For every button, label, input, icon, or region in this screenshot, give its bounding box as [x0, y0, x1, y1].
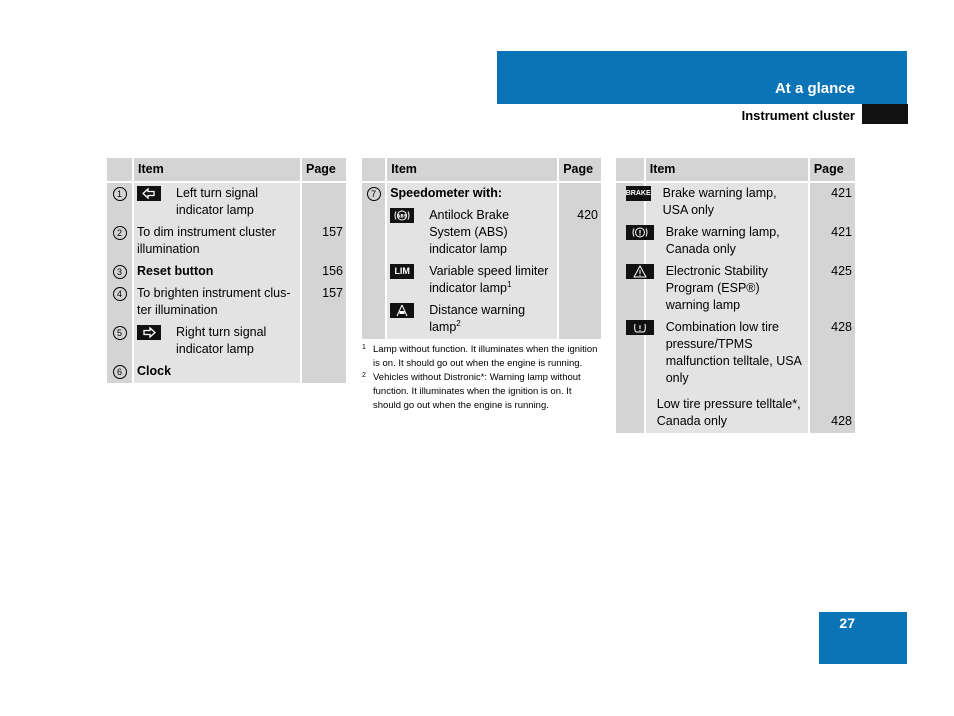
page-header: Page — [809, 158, 855, 182]
row-text: Right turn signal indicator lamp — [176, 325, 267, 356]
page-subtitle: Instrument cluster — [741, 108, 855, 123]
page-cell — [301, 322, 346, 361]
page-number-box — [819, 612, 907, 664]
num-header — [616, 158, 645, 182]
footnote-mark: 2 — [362, 372, 366, 379]
page-cell: 428 — [809, 390, 855, 433]
footnote — [362, 371, 602, 413]
page-cell: 421 — [809, 182, 855, 222]
row-text: Variable speed limiter indicator lamp — [429, 264, 549, 295]
row-text: Brake warning lamp, USA only — [662, 186, 777, 217]
table-row — [362, 300, 601, 339]
brake-circle-icon — [626, 225, 654, 240]
item-number: 1 — [113, 187, 127, 201]
page-cell — [558, 261, 601, 300]
table-row — [107, 182, 346, 222]
page-cell — [558, 182, 601, 205]
lim-icon: LIM — [390, 264, 414, 279]
item-table-2 — [362, 158, 601, 339]
header-band — [497, 51, 907, 104]
row-text: Speedometer with: — [386, 182, 558, 205]
row-text: Distance warning lamp — [429, 303, 526, 334]
page-cell — [301, 361, 346, 383]
section-title: At a glance — [774, 80, 855, 97]
footnote-ref: 2 — [456, 318, 461, 328]
page-cell: 421 — [809, 222, 855, 261]
row-text: Left turn signal indicator lamp — [176, 186, 258, 217]
item-number: 7 — [367, 187, 381, 201]
page-cell — [558, 300, 601, 339]
num-header — [107, 158, 133, 182]
item-number: 3 — [113, 265, 127, 279]
footnote-text: Vehicles without Distronic*: Warning lamp without function. It illuminates when the ignition is on. It should go out when the engine is running. — [373, 372, 581, 411]
subtitle-marker — [862, 104, 908, 124]
svg-text:ABS: ABS — [397, 214, 408, 220]
table-row — [362, 261, 601, 300]
row-text: Low tire pressure telltale*, Canada only — [656, 397, 801, 428]
footnote-text: Lamp without function. It illuminates when the ignition is on. It should go out when the engine is running. — [373, 344, 598, 369]
row-text: To dim instrument cluster illumination — [133, 222, 301, 261]
row-text: Clock — [133, 361, 301, 383]
table-row — [107, 322, 346, 361]
num-header — [362, 158, 386, 182]
row-text: Antilock Brake System (ABS) indicator lamp — [429, 208, 510, 256]
page-number: 27 — [839, 615, 855, 631]
table-row — [362, 182, 601, 205]
item-header: Item — [645, 158, 809, 182]
page-cell: 156 — [301, 261, 346, 283]
row-text: Combination low tire pressure/TPMS malfunction telltale, USA only — [665, 320, 802, 385]
item-table-3 — [616, 158, 855, 433]
right-turn-arrow-icon — [137, 325, 161, 340]
page-cell: 425 — [809, 261, 855, 317]
row-text: Electronic Stability Program (ESP®) warning lamp — [665, 264, 768, 312]
item-number: 4 — [113, 287, 127, 301]
page-cell: 157 — [301, 222, 346, 261]
footnote-mark: 1 — [362, 344, 366, 351]
table-row — [107, 222, 346, 261]
brake-icon: BRAKE — [626, 186, 651, 201]
footnote-ref: 1 — [507, 279, 512, 289]
footnote — [362, 343, 602, 371]
page-header: Page — [301, 158, 346, 182]
item-number: 2 — [113, 226, 127, 240]
page-cell: 428 — [809, 317, 855, 390]
warning-triangle-icon — [626, 264, 654, 279]
page-cell: 420 — [558, 205, 601, 261]
item-number: 5 — [113, 326, 127, 340]
row-text: To brighten instrument clus-ter illumination — [133, 283, 301, 322]
page-cell — [301, 182, 346, 222]
item-number: 6 — [113, 365, 127, 379]
row-text: Reset button — [133, 261, 301, 283]
table-row — [107, 261, 346, 283]
item-header: Item — [386, 158, 558, 182]
row-text: Brake warning lamp, Canada only — [665, 225, 780, 256]
table-row — [616, 182, 855, 222]
table-row — [616, 222, 855, 261]
table-row — [616, 317, 855, 390]
table-row — [107, 361, 346, 383]
item-header: Item — [133, 158, 301, 182]
footnotes — [362, 343, 602, 413]
table-row — [616, 390, 855, 433]
tire-pressure-icon — [626, 320, 654, 335]
item-table-1 — [107, 158, 346, 383]
page-cell: 157 — [301, 283, 346, 322]
left-turn-arrow-icon — [137, 186, 161, 201]
page-header: Page — [558, 158, 601, 182]
abs-icon — [390, 208, 414, 223]
table-row — [362, 205, 601, 261]
distance-warning-icon — [390, 303, 414, 318]
table-row — [616, 261, 855, 317]
table-row — [107, 283, 346, 322]
